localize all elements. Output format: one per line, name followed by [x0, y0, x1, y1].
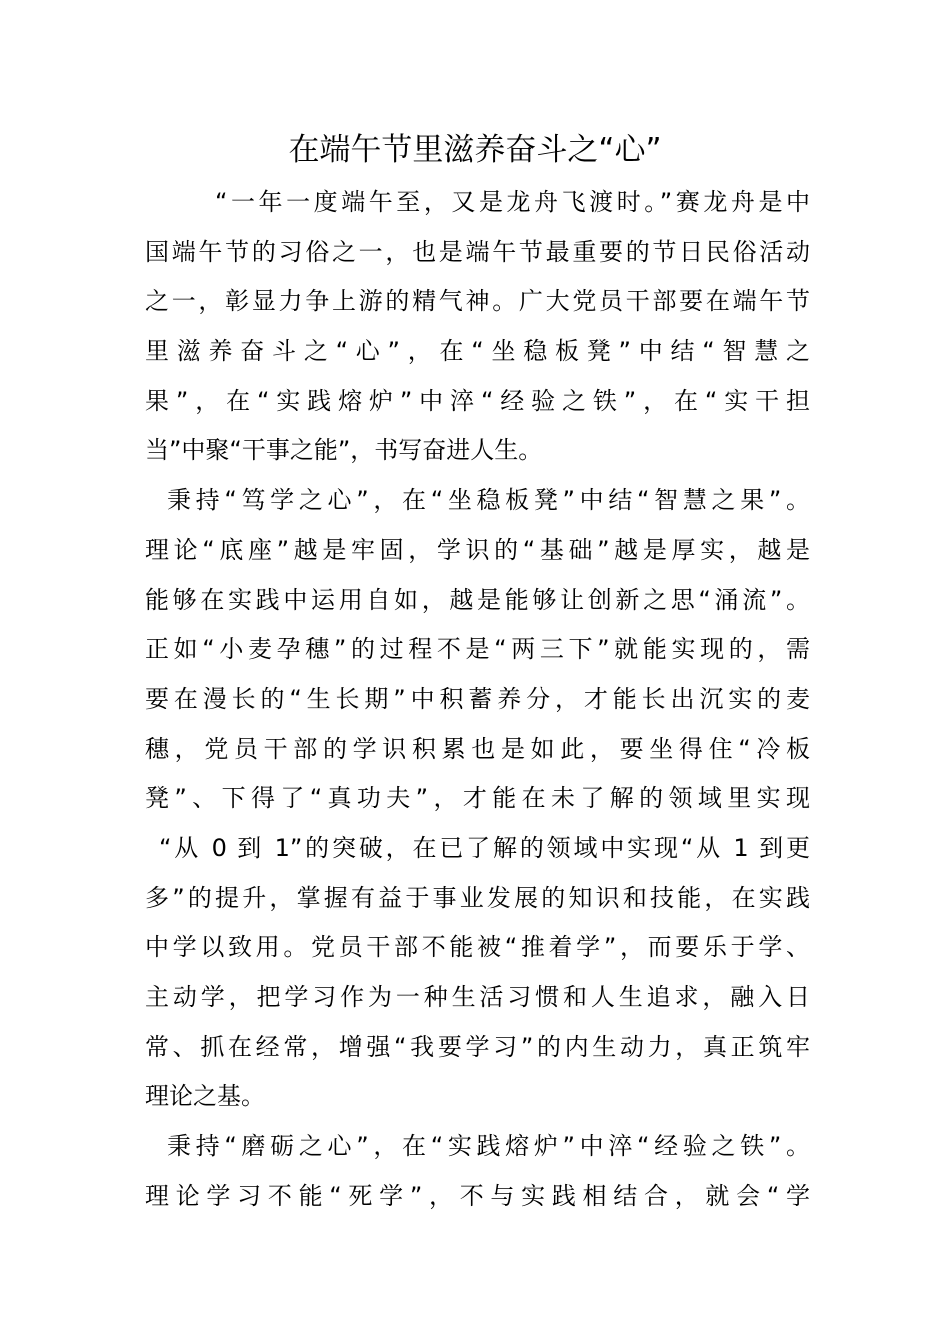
paragraph-line: 国端午节的习俗之一，也是端午节最重要的节日民俗活动 — [145, 237, 810, 266]
paragraph-line: 穗，党员干部的学识积累也是如此，要坐得住“冷板 — [145, 734, 810, 763]
paragraph-line: 中学以致用。党员干部不能被“推着学”，而要乐于学、 — [145, 933, 810, 962]
paragraph-line: 当”中聚“干事之能”，书写奋进人生。 — [145, 436, 543, 465]
paragraph-line: 秉持“笃学之心”，在“坐稳板凳”中结“智慧之果”。 — [167, 486, 810, 515]
document-body — [145, 178, 810, 1221]
paragraph-line: 里滋养奋斗之“心”，在“坐稳板凳”中结“智慧之 — [145, 337, 810, 366]
document-title: 在端午节里滋养奋斗之“心” — [288, 132, 662, 168]
paragraph-line: 理论“底座”越是牢固，学识的“基础”越是厚实，越是 — [145, 535, 810, 564]
paragraph-line: 要在漫长的“生长期”中积蓄养分，才能长出沉实的麦 — [145, 684, 810, 713]
paragraph-line: 常、抓在经常，增强“我要学习”的内生动力，真正筑牢 — [145, 1032, 810, 1061]
paragraph-line: 之一，彰显力争上游的精气神。广大党员干部要在端午节 — [145, 287, 810, 316]
paragraph-line: 多”的提升，掌握有益于事业发展的知识和技能，在实践 — [145, 883, 810, 912]
paragraph-line: 主动学，把学习作为一种生活习惯和人生追求，融入日 — [145, 983, 810, 1011]
paragraph-line: 能够在实践中运用自如，越是能够让创新之思“涌流”。 — [145, 585, 810, 614]
paragraph-line: 理论学习不能“死学”，不与实践相结合，就会“学 — [145, 1181, 810, 1210]
paragraph-line: 正如“小麦孕穗”的过程不是“两三下”就能实现的，需 — [145, 635, 810, 664]
paragraph-line: 秉持“磨砺之心”，在“实践熔炉”中淬“经验之铁”。 — [167, 1132, 810, 1161]
paragraph-line: 凳”、下得了“真功夫”，才能在未了解的领域里实现 — [145, 784, 810, 813]
paragraph-line: 果”，在“实践熔炉”中淬“经验之铁”，在“实干担 — [145, 386, 810, 415]
paragraph-line: “一年一度端午至，又是龙舟飞渡时。”赛龙舟是中 — [215, 188, 810, 216]
paragraph-line: “从 0 到 1”的突破，在已了解的领域中实现“从 1 到更 — [159, 833, 810, 862]
paragraph-line: 理论之基。 — [145, 1082, 265, 1111]
